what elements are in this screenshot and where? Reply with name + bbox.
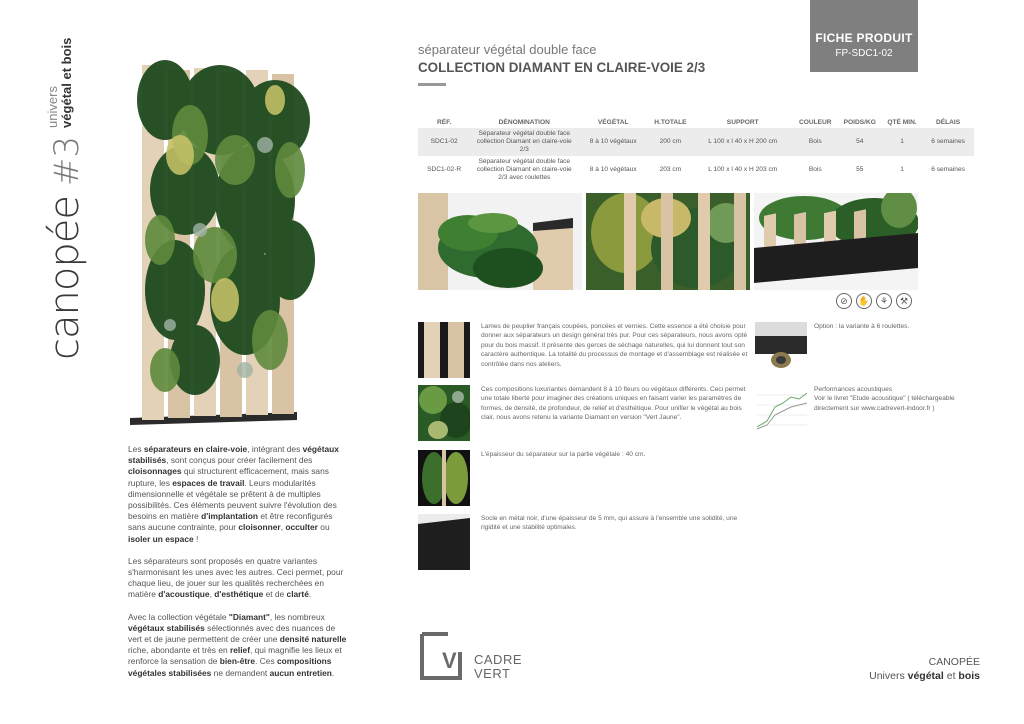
tagline-part-bold: végétal (907, 670, 944, 682)
feature-thumb-wheels (755, 322, 807, 378)
text-run: , sont conçus pour créer facilement des (166, 455, 313, 466)
spec-table (418, 116, 974, 184)
col-header: H.TOTALE (654, 118, 687, 126)
left-description (128, 444, 351, 690)
footer-brand (869, 655, 980, 683)
col-header: RÉF. (436, 118, 452, 126)
text-run-bold: clarté (286, 589, 309, 600)
table-cell: 6 semaines (922, 128, 974, 156)
text-run-bold: végétaux stabilisés (128, 622, 205, 633)
col-header: COULEUR (798, 118, 832, 126)
feature-text-acoustic (814, 385, 974, 413)
text-run-bold: cloisonner (238, 522, 281, 533)
table-cell: 1 (882, 128, 922, 156)
table-cell: 55 (856, 166, 864, 173)
footer-tagline (869, 669, 980, 683)
text-run: et de (263, 589, 287, 600)
logo-line-1: CADRE (474, 652, 523, 667)
text-run: , qui magnifie les lieux et renforce la sensation de (128, 645, 342, 667)
text-run-bold: d'esthétique (214, 589, 264, 600)
universe-bois: et bois (59, 37, 74, 80)
text-run-bold: séparateurs en claire-voie (143, 444, 248, 454)
feature-text-option: Option : la variante à 6 roulettes. (814, 323, 910, 330)
feature-thumb-thickness (418, 450, 470, 506)
feature-thumb-wood (418, 322, 470, 378)
text-run: . Leurs modularités dimensionnelle et végétale se prêtent à de multiples possibilités. Ces éléments peuvent suivre l'évolution des besoins en matière (128, 477, 337, 522)
feature-text-base: Socle en métal noir, d'une épaisseur de 5 mm, qui assure à l'ensemble une solidité, une rigidité et une stabilité optimales. (481, 515, 738, 532)
col-header: QTÉ MIN. (887, 118, 917, 126)
text-run: , (209, 589, 215, 600)
product-subtitle: séparateur végétal double face (418, 42, 597, 57)
logo-line-2: VERT (474, 666, 511, 681)
universe-label: univers (45, 86, 60, 128)
feature-text-plants: Ces compositions luxuriantes demandent 8 à 10 fleurs ou végétaux différents. Ceci permet une totale liberté pour imaginer des créations uniques en faisant varier les paramètres de formes, de densité, de profondeur, de relief et d'esthétique. Pour unifier le végétal au bois clair, nous avons retenu la variante Diamant en version "Vert Jaune". (481, 386, 746, 422)
feature-thumb-plants (418, 385, 470, 441)
footer-collection: CANOPÉE (928, 656, 980, 668)
feature-thumb-base (418, 514, 470, 570)
text-run-bold: végétaux stabilisés (128, 444, 339, 466)
product-sheet-badge (810, 0, 918, 72)
text-run-bold: densité naturelle (279, 634, 347, 645)
detail-photo-fern (418, 193, 582, 290)
text-run: ou (317, 522, 330, 533)
table-row (418, 128, 974, 156)
text-run-bold: d'acoustique (158, 589, 210, 600)
text-run-bold: aucun entretien (269, 667, 332, 678)
text-run: ne demandent (211, 667, 270, 678)
table-cell: Bois (793, 128, 838, 156)
collection-universe (46, 38, 74, 128)
col-header: DÉLAIS (935, 118, 961, 126)
product-sheet-code: FP-SDC1-02 (835, 48, 893, 59)
col-header: POIDS/KG (843, 118, 876, 126)
text-run-bold: cloisonnages (128, 466, 182, 477)
table-cell: 6 semaines (931, 166, 965, 173)
feature-text-wood: Lames de peuplier français coupées, poncées et vernies. Cette essence a été choisie pour donner aux séparateurs un design général très pur. Pour ces séparateurs, nous avons opté pour du bois massif. Il présente des gerces de séchage naturelles, qui lui donnent tout son caractère authentique. La totalité du processus de montage et d'assemblage est réalisée et contrôlée dans nos ateliers. (481, 323, 748, 368)
acoustic-title: Performances acoustiques (814, 386, 893, 393)
col-header: VÉGÉTAL (597, 118, 629, 126)
table-cell: 54 (838, 128, 882, 156)
logo-letter: V (442, 648, 457, 673)
no-touch-icon: ✋ (856, 293, 872, 309)
table-cell: Séparateur végétal double face collection Diamant en claire-voie 2/3 avec roulettes (476, 158, 572, 181)
table-cell: SDC1-02-R (427, 166, 462, 173)
feature-text-thickness: L'épaisseur du séparateur sur la partie végétale : 40 cm. (481, 451, 646, 458)
acoustic-chart-thumb (755, 385, 807, 433)
text-run-bold: occulter (285, 522, 318, 533)
tagline-part: Univers (869, 670, 908, 682)
description-paragraph-2 (128, 556, 351, 601)
detail-photo-base (754, 193, 918, 290)
product-title: COLLECTION DIAMANT EN CLAIRE-VOIE 2/3 (418, 60, 706, 75)
product-sheet-title: FICHE PRODUIT (815, 31, 913, 45)
table-cell: 8 à 10 végétaux (578, 128, 648, 156)
description-paragraph-1 (128, 444, 351, 545)
text-run: , les nombreux (269, 611, 325, 622)
no-water-icon: ⊘ (836, 293, 852, 309)
no-maintenance-icon: ⚒ (896, 293, 912, 309)
text-run: . (331, 667, 335, 678)
product-main-photo (125, 40, 340, 435)
title-underline (418, 83, 446, 86)
table-cell: Séparateur végétal double face collection Diamant en claire-voie 2/3 (470, 128, 578, 156)
collection-title-block (42, 37, 102, 360)
tagline-part-bold: bois (958, 670, 980, 682)
universe-name (60, 38, 74, 128)
col-header: DÉNOMINATION (498, 118, 550, 126)
text-run-bold: isoler un espace (128, 533, 194, 544)
text-run: qui structurent efficacement, mais sans rupture, les (128, 466, 329, 488)
text-run: Les séparateurs sont proposés en quatre variantes s'harmonisant les unes avec les autres. Ceci permet, pour chaque lieu, de jouer sur les qualités recherchées en matière (128, 555, 344, 600)
text-run: , (280, 522, 286, 533)
tagline-part: et (943, 670, 959, 682)
collection-name: canopée (42, 196, 88, 360)
table-cell: SDC1-02 (418, 128, 470, 156)
text-run-bold: compositions végétales stabilisées (128, 656, 332, 678)
brand-logo-text (474, 653, 522, 681)
text-run-bold: espaces de travail (172, 477, 245, 488)
table-cell: L 100 x l 40 x H 200 cm (693, 128, 793, 156)
text-run: sélectionnés avec des nuances de vert et de jaune permettent de créer une (128, 622, 336, 645)
collection-number: #3 (47, 135, 87, 187)
cadre-vert-logo-icon (418, 632, 464, 680)
text-run-bold: d'implantation (201, 511, 258, 522)
table-cell: 200 cm (648, 128, 692, 156)
text-run: et être reconfigurés sans aucune contrainte, pour (128, 511, 333, 533)
table-cell: L 100 x l 40 x H 203 cm (708, 166, 778, 173)
text-run-bold: relief (229, 645, 250, 656)
table-cell: Bois (808, 166, 822, 173)
text-run: ! (193, 533, 199, 544)
care-pictograms (836, 293, 916, 311)
text-run: , intégrant des (247, 444, 303, 454)
description-paragraph-3 (128, 612, 351, 679)
acoustic-body: Voir le livret "Etude acoustique" ( téléchargeable directement sur www.cadrevert-indoor.fr ) (814, 395, 955, 412)
table-row (418, 156, 974, 184)
text-run-bold: "Diamant" (228, 611, 270, 622)
table-cell: 203 cm (659, 166, 682, 173)
table-cell: 1 (900, 166, 904, 173)
text-run-bold: bien-être (219, 656, 256, 667)
text-run: riche, abondante et très en (128, 645, 230, 656)
stabilized-plant-icon: ⚘ (876, 293, 892, 309)
col-header: SUPPORT (726, 118, 759, 126)
text-run: . (308, 589, 312, 600)
text-run: Les (128, 444, 144, 454)
table-header-row (418, 116, 974, 128)
text-run: Avec la collection végétale (128, 611, 229, 622)
detail-photo-slats (586, 193, 750, 290)
text-run: . Ces (255, 656, 277, 667)
table-cell: 8 à 10 végétaux (589, 166, 637, 173)
universe-vegetal: végétal (59, 83, 74, 128)
